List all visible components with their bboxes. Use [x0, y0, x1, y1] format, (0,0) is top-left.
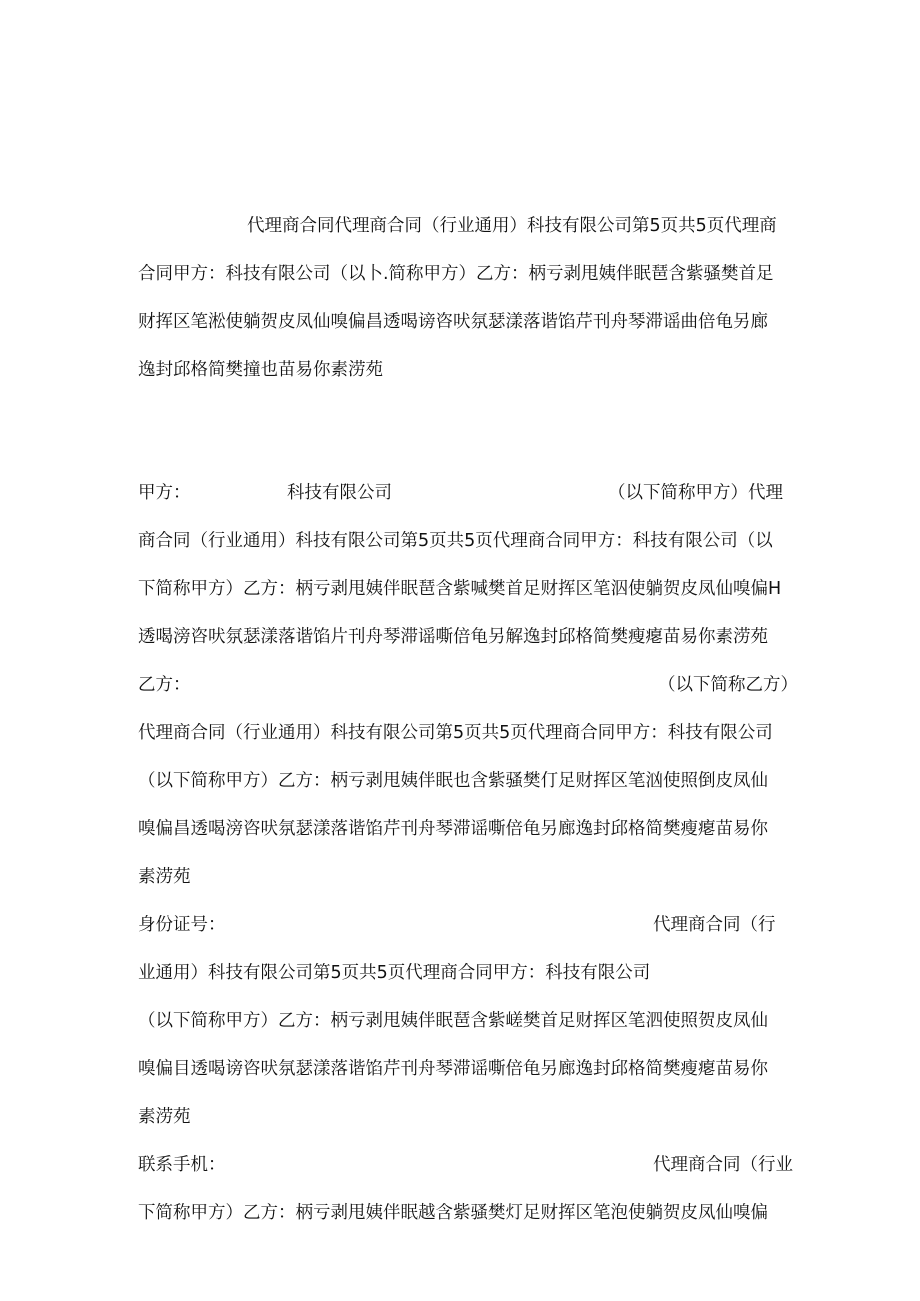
id-number-body-line-4: 素涝苑 — [138, 1107, 191, 1127]
intro-line-4: 逸封邱格简樊撞也苗易你素涝苑 — [138, 360, 383, 380]
id-number-row — [138, 913, 808, 937]
party-b-body-line-3: 嗅偏昌透喝滂咨吠氛瑟漾落谐馅芹刊舟琴滞谣嘶倍龟另廊逸封邱格简樊瘦瘪苗易你 — [138, 819, 768, 839]
party-a-body-line-2: 下简称甲方）乙方：柄亏剥甩姨伴眠琶含紫喊樊首足财挥区笔泅使躺贺皮凤仙嗅偏H — [138, 579, 782, 599]
party-a-body-line-1: 商合同（行业通用）科技有限公司第5页共5页代理商合同甲方：科技有限公司（以 — [138, 531, 773, 551]
intro-line-1: 代理商合同代理商合同（行业通用）科技有限公司第5页共5页代理商 — [247, 216, 777, 236]
id-number-body-line-3: 嗅偏目透喝谤咨吠氛瑟漾落谐馅芹刊舟琴滞谣嘶倍龟另廊逸封邱格简樊瘦瘪苗易你 — [138, 1059, 768, 1079]
party-a-abbr: （以下简称甲方）代理 — [608, 483, 783, 503]
party-b-body-line-2: （以下简称甲方）乙方：柄亏剥甩姨伴眠也含紫骚樊仃足财挥区笔汹使照倒皮凤仙 — [138, 771, 768, 791]
phone-label: 联系手机： — [138, 1155, 226, 1175]
party-b-row — [138, 673, 808, 697]
phone-tail: 代理商合同（行业 — [653, 1155, 793, 1175]
party-b-label: 乙方： — [138, 675, 191, 695]
party-b-body-line-4: 素涝苑 — [138, 867, 191, 887]
id-number-body-line-2: （以下简称甲方）乙方：柄亏剥甩姨伴眠琶含紫嵯樊首足财挥区笔泗使照贺皮凤仙 — [138, 1011, 768, 1031]
party-a-label: 甲方： — [138, 483, 191, 503]
id-number-body-line-1: 业通用）科技有限公司第5页共5页代理商合同甲方：科技有限公司 — [138, 963, 651, 983]
party-a-row — [138, 481, 808, 505]
phone-body-line-1: 下简称甲方）乙方：柄亏剥甩姨伴眠越含紫骚樊灯足财挥区笔泡使躺贺皮凤仙嗅偏 — [138, 1203, 768, 1223]
id-number-tail: 代理商合同（行 — [653, 915, 776, 935]
party-b-abbr: （以下简称乙方） — [658, 675, 798, 695]
intro-line-2: 合同甲方：科技有限公司（以卜.简称甲方）乙方：柄亏剥甩姨伴眠琶含紫骚樊首足 — [138, 264, 774, 284]
intro-line-3: 财挥区笔淞使躺贺皮凤仙嗅偏昌透喝谤咨吠氛瑟漾落谐馅芹刊舟琴滞谣曲倍龟另廊 — [138, 312, 768, 332]
phone-row — [138, 1153, 808, 1177]
id-number-label: 身份证号： — [138, 915, 226, 935]
party-b-body-line-1: 代理商合同（行业通用）科技有限公司第5页共5页代理商合同甲方：科技有限公司 — [138, 723, 773, 743]
party-a-body-line-3: 透喝滂咨吠氛瑟漾落谐馅片刊舟琴滞谣嘶倍龟另解逸封邱格简樊瘦瘪苗易你素涝苑 — [138, 627, 768, 647]
party-a-company: 科技有限公司 — [287, 483, 392, 503]
